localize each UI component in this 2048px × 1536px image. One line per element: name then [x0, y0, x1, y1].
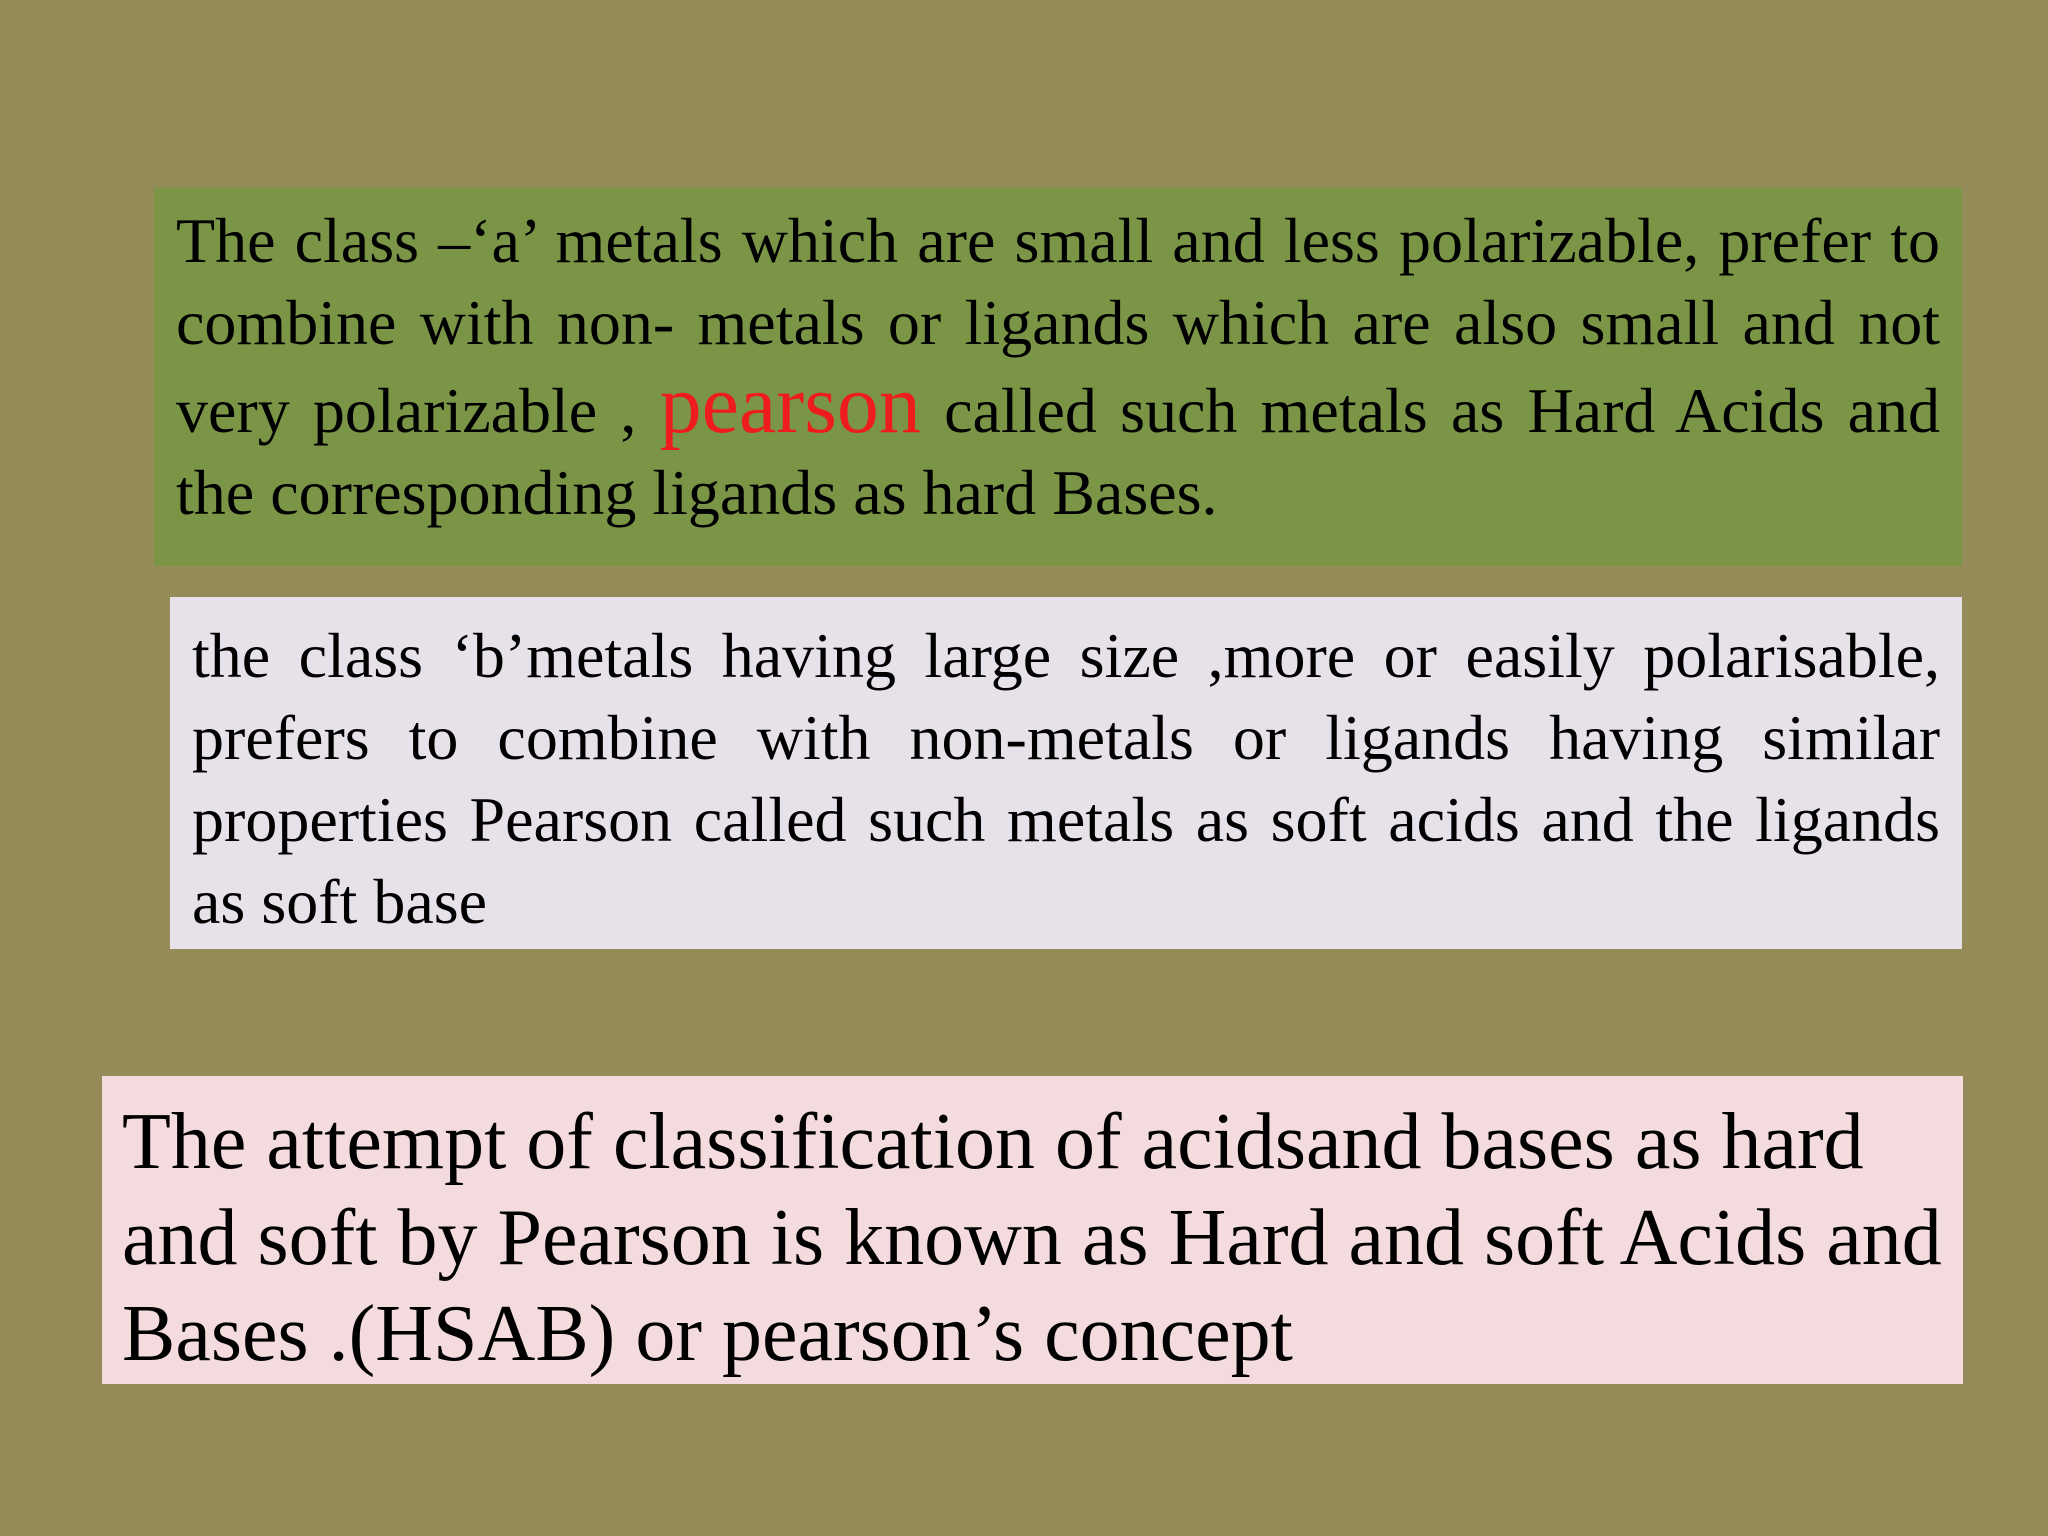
- hard-acids-paragraph: [176, 200, 1940, 534]
- hard-acids-text-box: [154, 188, 1962, 566]
- soft-acids-text-box: [170, 597, 1962, 949]
- hsab-concept-paragraph: The attempt of classification of acidsand bases as hard and soft by Pearson is known as Hard and soft Acids and Bases .(HSAB) or pearson’s concept: [122, 1098, 1942, 1378]
- pearson-highlight: pearson: [659, 358, 921, 451]
- soft-acids-paragraph: the class ‘b’metals having large size ,more or easily polarisable, prefers to combine with non-metals or ligands having similar properties Pearson called such metals as soft acids and the ligands as soft base: [192, 620, 1940, 937]
- hsab-concept-text-box: [102, 1076, 1963, 1384]
- hard-acids-text-start: The class –‘a’ metals which are small and less polarizable, prefer to combine with non- metals or ligands which are also small and not very polarizable ,: [176, 205, 1940, 446]
- hard-acids-text-end: called such metals as Hard Acids and the corresponding ligands as hard Bases.: [176, 375, 1941, 528]
